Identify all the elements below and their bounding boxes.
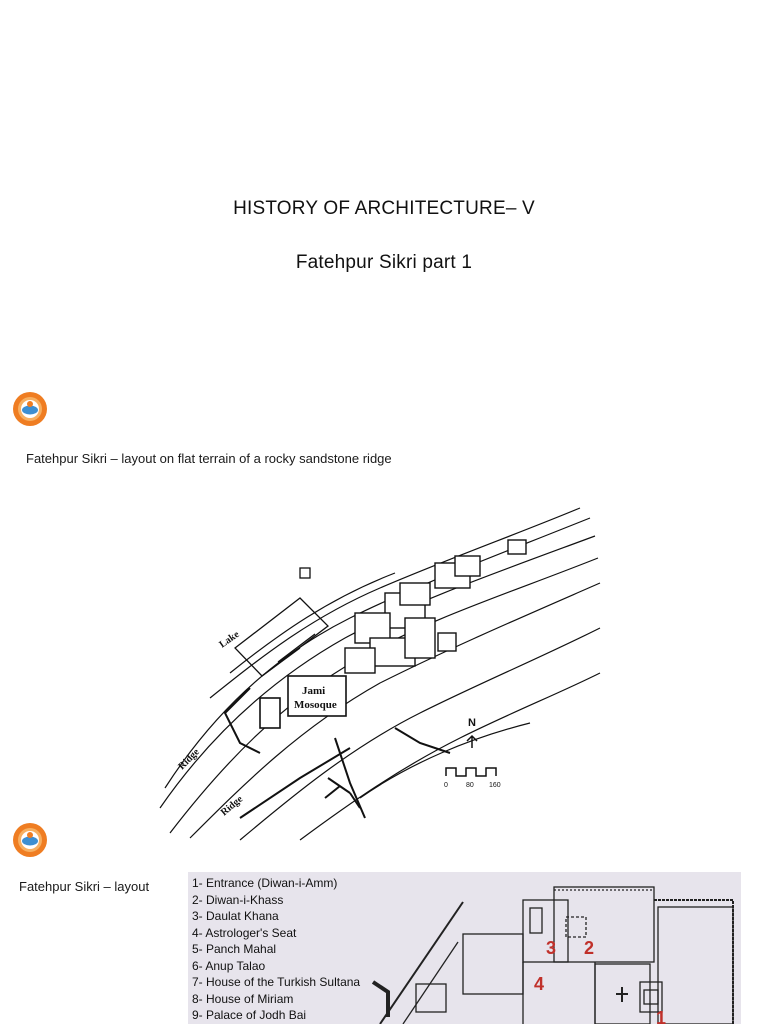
palace-block (345, 648, 375, 673)
palace-block (400, 583, 430, 605)
road-path (395, 728, 450, 753)
plan-number-4: 4 (534, 974, 545, 994)
plan-wall (373, 982, 388, 1017)
road-path (335, 738, 365, 818)
scale-bar (446, 768, 496, 776)
road-path (240, 748, 350, 818)
plan-pavilion (566, 917, 586, 937)
legend-item: 7- House of the Turkish Sultana (192, 975, 361, 989)
north-label: N (468, 717, 476, 729)
plan-caption: Fatehpur Sikri – layout (19, 879, 150, 894)
scale-tick-label: 160 (489, 782, 501, 789)
legend-item: 5- Panch Mahal (192, 942, 277, 956)
plan-legend (192, 875, 360, 1024)
plan-number-1: 1 (656, 1008, 667, 1024)
plan-room (644, 990, 658, 1004)
contour-line (170, 558, 598, 833)
plan-number-3: 3 (546, 938, 557, 958)
small-structure (300, 568, 310, 578)
mosque-label: Jami (302, 685, 326, 697)
legend-item: 9- Palace of Jodh Bai (192, 1008, 307, 1022)
plan-cross (616, 987, 628, 1002)
mosque-label: Mosoque (294, 699, 337, 711)
wall-path (225, 688, 260, 753)
scale-tick-label: 80 (466, 782, 474, 789)
orange-circle-logo-icon (12, 822, 48, 858)
contour-line (240, 628, 600, 840)
legend-item: 1- Entrance (Diwan-i-Amm) (192, 876, 338, 890)
ridge-label: Ridge (218, 793, 246, 819)
lake-label: Lake (217, 629, 242, 651)
palace-block (455, 556, 480, 576)
site-map (150, 498, 602, 842)
palace-block (508, 540, 526, 554)
document-subtitle: Fatehpur Sikri part 1 (295, 252, 473, 273)
legend-item: 2- Diwan-i-Khass (192, 892, 284, 907)
legend-item: 8- House of Miriam (192, 991, 294, 1006)
scale-tick-label: 0 (444, 782, 448, 789)
plan-room (530, 908, 542, 933)
diagonal-wall (380, 902, 463, 1024)
orange-circle-logo-icon (12, 391, 48, 427)
plan-court (463, 934, 523, 994)
map-caption: Fatehpur Sikri – layout on flat terrain of a rocky sandstone ridge (26, 451, 392, 466)
plan-court (658, 907, 733, 1024)
legend-item: 3- Daulat Khana (192, 909, 279, 923)
plan-court (554, 887, 654, 962)
plan-wall (654, 900, 733, 1024)
mosque-gate (260, 698, 280, 728)
palace-block (438, 633, 456, 651)
palace-block (405, 618, 435, 658)
legend-item: 4- Astrologer's Seat (192, 925, 297, 940)
lake-block (235, 598, 328, 676)
plan-number-2: 2 (584, 938, 595, 958)
document-title: HISTORY OF ARCHITECTURE– V (233, 198, 535, 219)
legend-item: 6- Anup Talao (192, 958, 266, 973)
ridge-label: Ridge (176, 746, 202, 773)
